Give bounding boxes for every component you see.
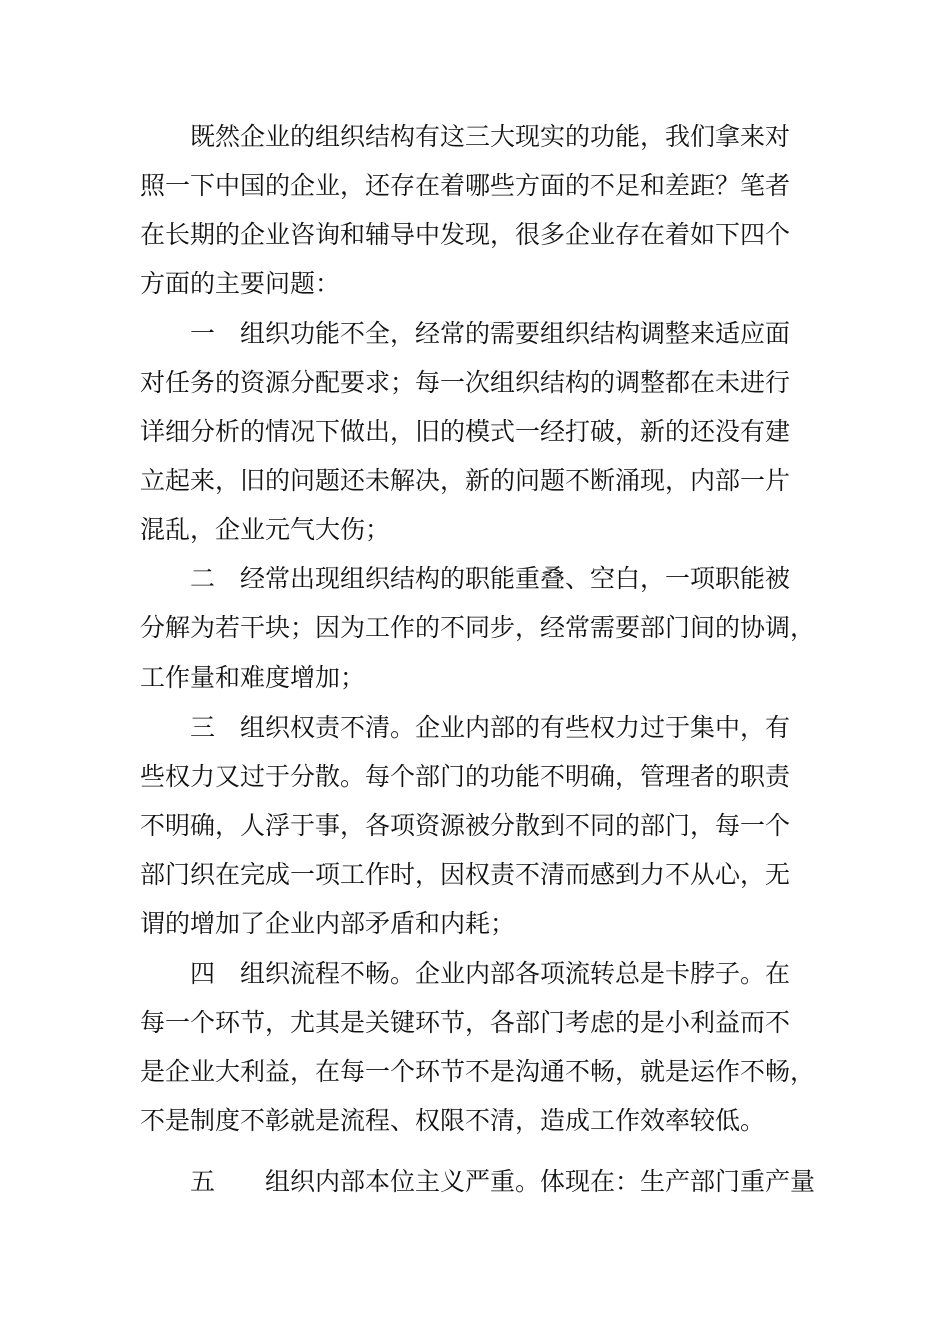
paragraph-line: 既然企业的组织结构有这三大现实的功能，我们拿来对	[190, 122, 791, 151]
paragraph-line: 混乱，企业元气大伤；	[140, 515, 391, 544]
paragraph-line: 不明确，人浮于事，各项资源被分散到不同的部门，每一个	[140, 811, 791, 840]
paragraph-line: 立起来，旧的问题还未解决，新的问题不断涌现，内部一片	[140, 466, 791, 495]
paragraph-line: 是企业大利益，在每一个环节不是沟通不畅，就是运作不畅，	[140, 1057, 816, 1086]
paragraph-line: 二 经常出现组织结构的职能重叠、空白，一项职能被	[190, 564, 791, 593]
paragraph-line: 分解为若干块；因为工作的不同步，经常需要部门间的协调，	[140, 613, 816, 642]
paragraph-line: 四 组织流程不畅。企业内部各项流转总是卡脖子。在	[190, 959, 791, 988]
paragraph-line: 在长期的企业咨询和辅导中发现，很多企业存在着如下四个	[140, 220, 791, 249]
paragraph-line: 三 组织权责不清。企业内部的有些权力过于集中，有	[190, 713, 791, 742]
paragraph-line: 方面的主要问题：	[140, 269, 341, 298]
paragraph-line: 每一个环节，尤其是关键环节，各部门考虑的是小利益而不	[140, 1008, 791, 1037]
paragraph-line: 些权力又过于分散。每个部门的功能不明确，管理者的职责	[140, 762, 791, 791]
paragraph-line: 部门织在完成一项工作时，因权责不清而感到力不从心，无	[140, 860, 791, 889]
paragraph-line: 不是制度不彰就是流程、权限不清，造成工作效率较低。	[140, 1106, 766, 1135]
paragraph-line: 谓的增加了企业内部矛盾和内耗；	[140, 909, 516, 938]
paragraph-line: 详细分析的情况下做出，旧的模式一经打破，新的还没有建	[140, 417, 791, 446]
paragraph-line: 一 组织功能不全，经常的需要组织结构调整来适应面	[190, 319, 791, 348]
paragraph-line: 五 组织内部本位主义严重。体现在：生产部门重产量	[190, 1167, 816, 1196]
paragraph-line: 对任务的资源分配要求；每一次组织结构的调整都在未进行	[140, 368, 791, 397]
paragraph-line: 照一下中国的企业，还存在着哪些方面的不足和差距？笔者	[140, 171, 791, 200]
paragraph-line: 工作量和难度增加；	[140, 663, 366, 692]
